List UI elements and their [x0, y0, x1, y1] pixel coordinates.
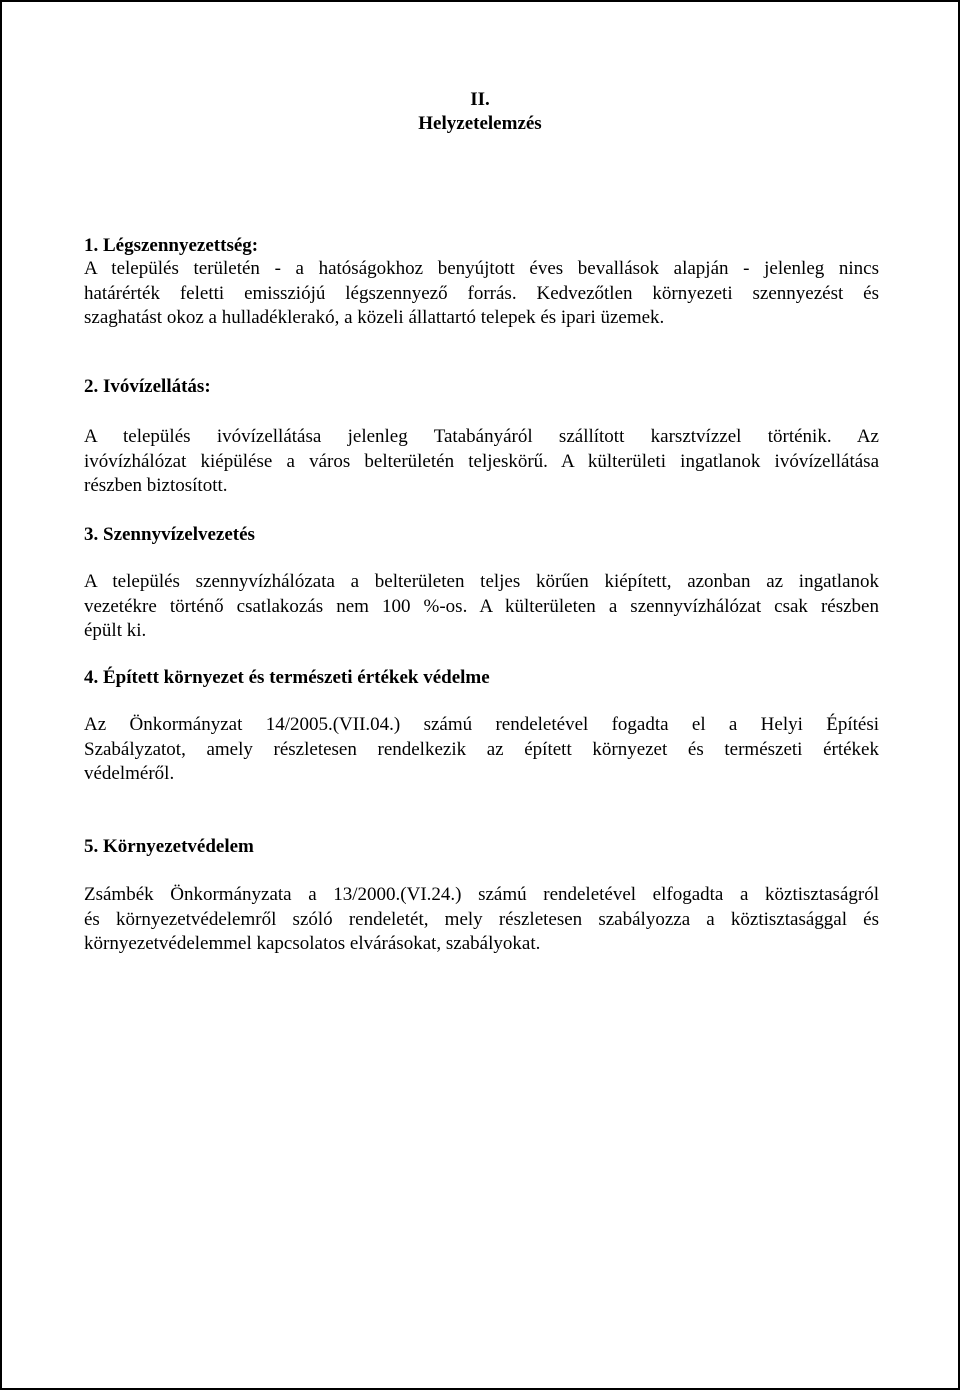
section-5-body [84, 883, 879, 957]
section-1-line: szaghatást okoz a hulladéklerakó, a közeli állattartó telepek és ipari üzemek. [84, 307, 665, 328]
section-2-line: A település ivóvízellátása jelenleg Tatabányáról szállított karsztvízzel történik. Az [84, 426, 879, 447]
section-4-body [84, 713, 879, 787]
section-3-body [84, 570, 879, 644]
section-4-line: védelméről. [84, 763, 175, 784]
section-2-line: részben biztosított. [84, 475, 228, 496]
section-1-body [84, 257, 879, 331]
chapter-title: Helyzetelemzés [418, 113, 542, 134]
section-1-line: határérték feletti emissziójú légszennyező forrás. Kedvezőtlen környezeti szennyezést és [84, 282, 879, 304]
section-4-title: 4. Épített környezet és természeti értékek védelme [84, 667, 490, 688]
section-2-body [84, 425, 879, 499]
section-3-line: épült ki. [84, 620, 147, 641]
section-5-line: Zsámbék Önkormányzata a 13/2000.(VI.24.) számú rendeletével elfogadta a köztisztaságról [84, 884, 879, 905]
section-3-line: vezetékre történő csatlakozás nem 100 %-os. A külterületen a szennyvízhálózat csak részben [84, 595, 879, 617]
section-1-title: 1. Légszennyezettség: [84, 235, 259, 256]
section-5-line: környezetvédelemmel kapcsolatos elvárásokat, szabályokat. [84, 933, 541, 954]
section-2-line: ivóvízhálózat kiépülése a város belterületén teljeskörű. A külterületi ingatlanok ivóvízellátása [84, 450, 879, 472]
section-3-line: A település szennyvízhálózata a belterületen teljes körűen kiépített, azonban az ingatlanok [84, 571, 879, 592]
section-4-line: Az Önkormányzat 14/2005.(VII.04.) számú rendeletével fogadta el a Helyi Építési [84, 714, 879, 735]
section-5-title: 5. Környezetvédelem [84, 836, 254, 857]
chapter-number: II. [470, 89, 490, 110]
section-5-line: és környezetvédelemről szóló rendeletét, mely részletesen szabályozza a köztisztasággal és [84, 908, 879, 930]
section-3-title: 3. Szennyvízelvezetés [84, 524, 255, 545]
section-2-title: 2. Ivóvízellátás: [84, 376, 211, 397]
section-1-line: A település területén - a hatóságokhoz benyújtott éves bevallások alapján - jelenleg nincs [84, 258, 879, 279]
section-4-line: Szabályzatot, amely részletesen rendelkezik az épített környezet és természeti értékek [84, 738, 879, 760]
